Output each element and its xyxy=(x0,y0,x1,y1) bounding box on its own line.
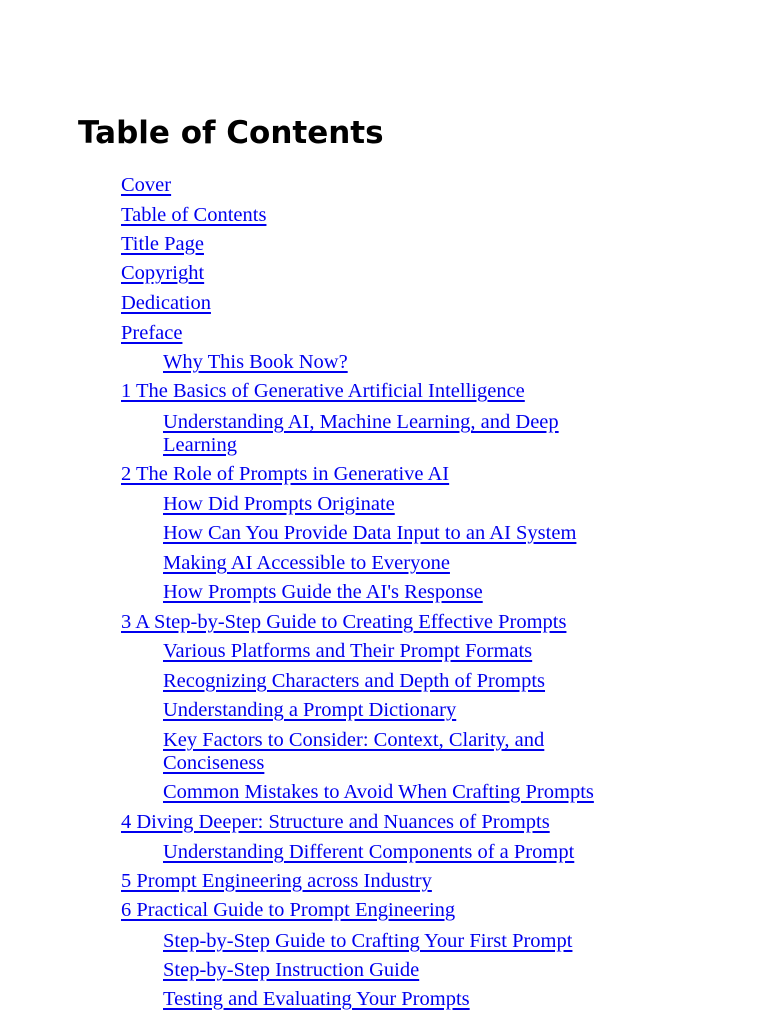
toc-link-testing-evaluating[interactable]: Testing and Evaluating Your Prompts xyxy=(163,988,470,1010)
toc-link-crafting-first-prompt[interactable]: Step-by-Step Guide to Crafting Your First Prompt xyxy=(163,930,573,952)
toc-link-prompts-guide-response[interactable]: How Prompts Guide the AI's Response xyxy=(163,581,483,603)
toc-entry xyxy=(121,811,681,834)
toc-entry xyxy=(121,292,681,315)
toc-link-title-page[interactable]: Title Page xyxy=(121,233,204,255)
toc-link-how-did-prompts-originate[interactable]: How Did Prompts Originate xyxy=(163,493,395,515)
toc-entry xyxy=(163,930,633,953)
toc-link-characters-depth[interactable]: Recognizing Characters and Depth of Prompts xyxy=(163,670,546,692)
toc-link-chapter-4[interactable]: 4 Diving Deeper: Structure and Nuances of Prompts xyxy=(121,811,550,833)
toc-link-chapter-1[interactable]: 1 The Basics of Generative Artificial Intelligence xyxy=(121,380,525,402)
toc-link-ai-accessible[interactable]: Making AI Accessible to Everyone xyxy=(163,552,450,574)
toc-entry xyxy=(163,640,633,663)
toc-link-key-factors[interactable]: Key Factors to Consider: Context, Clarity, and Conciseness xyxy=(163,729,545,774)
toc-link-table-of-contents[interactable]: Table of Contents xyxy=(121,204,267,226)
toc-entry xyxy=(163,781,633,804)
page-title: Table of Contents xyxy=(78,115,384,151)
toc-link-chapter-6[interactable]: 6 Practical Guide to Prompt Engineering xyxy=(121,899,456,921)
toc-entry xyxy=(163,411,633,457)
toc-entry xyxy=(121,380,681,403)
toc-link-platforms-formats[interactable]: Various Platforms and Their Prompt Formats xyxy=(163,640,533,662)
toc-entry xyxy=(121,463,681,486)
toc-entry xyxy=(163,841,633,864)
toc-link-cover[interactable]: Cover xyxy=(121,174,172,196)
toc-entry xyxy=(121,233,681,256)
toc-link-copyright[interactable]: Copyright xyxy=(121,262,205,284)
toc-entry xyxy=(163,729,633,775)
toc-entry xyxy=(163,670,633,693)
toc-entry xyxy=(121,899,681,922)
toc-link-understanding-ai-ml-dl[interactable]: Understanding AI, Machine Learning, and Deep Learning xyxy=(163,411,559,456)
toc-link-preface[interactable]: Preface xyxy=(121,322,183,344)
toc-entry xyxy=(121,262,681,285)
toc-entry xyxy=(163,959,633,982)
toc-link-instruction-guide[interactable]: Step-by-Step Instruction Guide xyxy=(163,959,420,981)
toc-entry xyxy=(163,351,633,374)
toc-entry xyxy=(163,581,633,604)
toc-link-chapter-5[interactable]: 5 Prompt Engineering across Industry xyxy=(121,870,432,892)
toc-link-common-mistakes[interactable]: Common Mistakes to Avoid When Crafting Prompts xyxy=(163,781,594,803)
toc-entry xyxy=(121,611,681,634)
toc-entry xyxy=(163,522,633,545)
toc-entry xyxy=(163,988,633,1011)
toc-entry xyxy=(163,493,633,516)
toc-entry xyxy=(121,204,681,227)
toc-link-data-input[interactable]: How Can You Provide Data Input to an AI System xyxy=(163,522,577,544)
toc-entry xyxy=(163,699,633,722)
toc-entry xyxy=(163,552,633,575)
toc-link-components-of-prompt[interactable]: Understanding Different Components of a Prompt xyxy=(163,841,575,863)
toc-entry xyxy=(121,322,681,345)
toc-link-chapter-3[interactable]: 3 A Step-by-Step Guide to Creating Effective Prompts xyxy=(121,611,567,633)
toc-entry xyxy=(121,174,681,197)
toc-entry xyxy=(121,870,681,893)
toc-link-dedication[interactable]: Dedication xyxy=(121,292,211,314)
toc-link-prompt-dictionary[interactable]: Understanding a Prompt Dictionary xyxy=(163,699,457,721)
toc-link-why-this-book-now[interactable]: Why This Book Now? xyxy=(163,351,348,373)
toc-link-chapter-2[interactable]: 2 The Role of Prompts in Generative AI xyxy=(121,463,450,485)
